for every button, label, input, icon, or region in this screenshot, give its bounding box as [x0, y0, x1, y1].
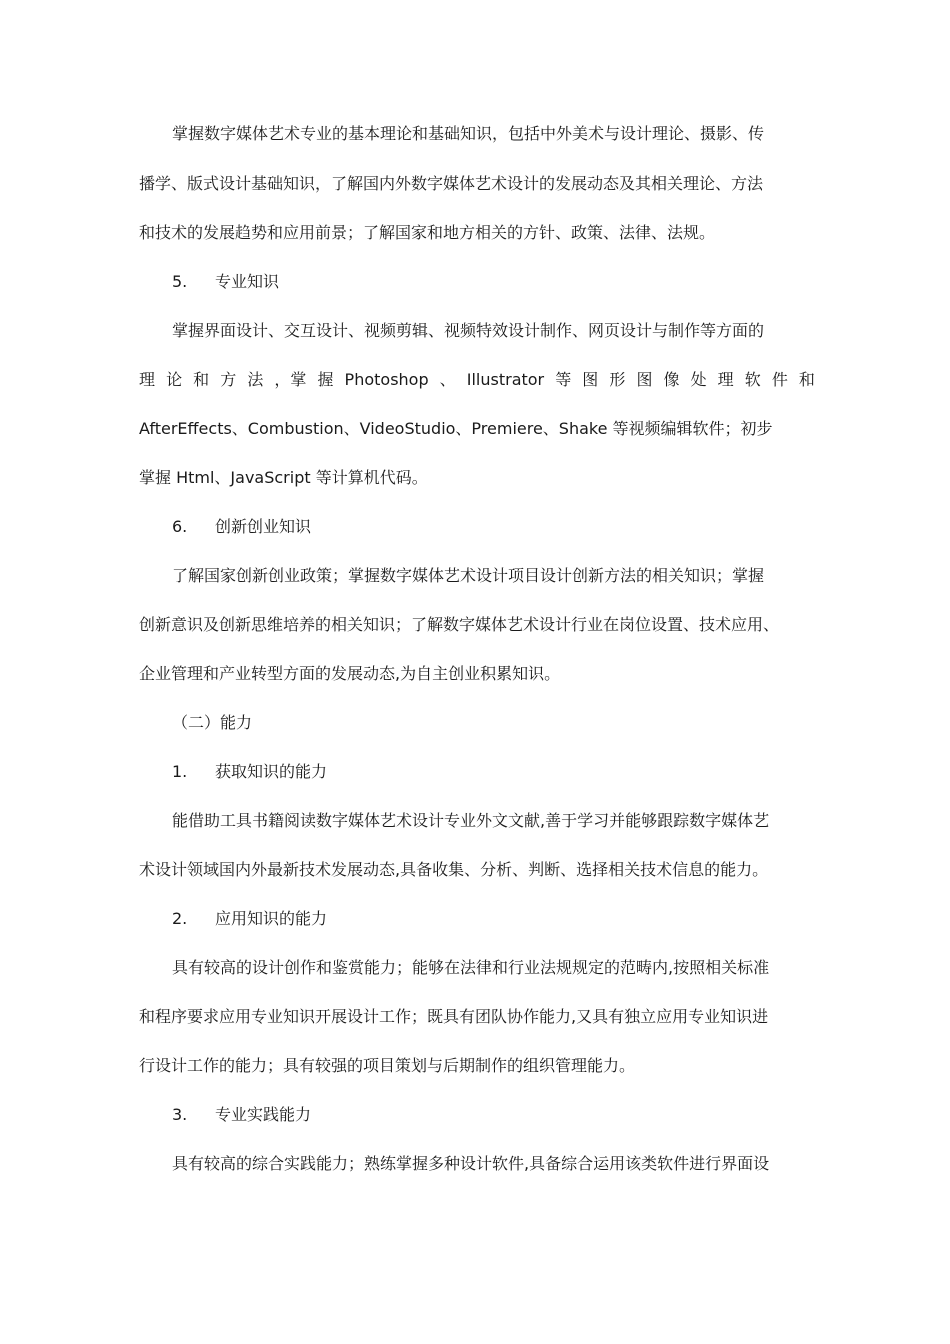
paragraph-line: 掌握 Html、JavaScript 等计算机代码。: [139, 468, 428, 487]
paragraph-line: 术设计领域国内外最新技术发展动态,具备收集、分析、判断、选择相关技术信息的能力。: [139, 860, 769, 879]
justified-token: 图: [582, 370, 599, 389]
paragraph-line: 能借助工具书籍阅读数字媒体艺术设计专业外文文献,善于学习并能够跟踪数字媒体艺: [172, 811, 770, 830]
heading-number: 1.: [172, 762, 188, 781]
justified-token: Illustrator: [466, 370, 545, 389]
paragraph-line: 了解国家创新创业政策；掌握数字媒体艺术设计项目设计创新方法的相关知识；掌握: [172, 566, 765, 585]
heading-5: [172, 272, 279, 292]
heading-3: [172, 1105, 311, 1125]
paragraph-line: 行设计工作的能力；具有较强的项目策划与后期制作的组织管理能力。: [139, 1056, 636, 1075]
paragraph-line: 具有较高的设计创作和鉴赏能力；能够在法律和行业法规规定的范畴内,按照相关标准: [172, 958, 770, 977]
paragraph-line: 和程序要求应用专业知识开展设计工作；既具有团队协作能力,又具有独立应用专业知识进: [139, 1007, 769, 1026]
paragraph-line: AfterEffects、Combustion、VideoStudio、Premiere、Shake 等视频编辑软件；初步: [139, 419, 773, 438]
justified-token: 方: [220, 370, 237, 389]
justified-token: 件: [771, 370, 788, 389]
heading-6: [172, 517, 311, 537]
justified-token: 和: [798, 370, 815, 389]
heading-number: 2.: [172, 909, 188, 928]
heading-title: 专业实践能力: [215, 1105, 312, 1124]
paragraph-line: 和技术的发展趋势和应用前景；了解国家和地方相关的方针、政策、法律、法规。: [139, 223, 716, 242]
heading-title: 获取知识的能力: [215, 762, 328, 781]
heading-title: 创新创业知识: [215, 517, 312, 536]
justified-token: 理: [717, 370, 734, 389]
paragraph-line: 具有较高的综合实践能力；熟练掌握多种设计软件,具备综合运用该类软件进行界面设: [172, 1154, 770, 1173]
heading-1: [172, 762, 327, 782]
heading-number: 5.: [172, 272, 188, 291]
justified-token: 握: [317, 370, 334, 389]
justified-token: 等: [555, 370, 572, 389]
paragraph-line: 企业管理和产业转型方面的发展动态,为自主创业积累知识。: [139, 664, 561, 683]
justified-token: ，掌: [274, 370, 307, 389]
justified-token: 理: [139, 370, 156, 389]
justified-token: Photoshop: [344, 370, 429, 389]
heading-number: 6.: [172, 517, 188, 536]
paragraph-line: 创新意识及创新思维培养的相关知识；了解数字媒体艺术设计行业在岗位设置、技术应用、: [139, 615, 780, 634]
paragraph-line-justified: [139, 370, 815, 390]
justified-token: 和: [193, 370, 210, 389]
section-heading: （二）能力: [172, 713, 253, 732]
justified-token: 形: [609, 370, 626, 389]
justified-token: 图: [636, 370, 653, 389]
heading-title: 专业知识: [215, 272, 280, 291]
justified-token: 像: [663, 370, 680, 389]
justified-token: 论: [166, 370, 183, 389]
heading-number: 3.: [172, 1105, 188, 1124]
justified-token: 法: [247, 370, 264, 389]
heading-2: [172, 909, 327, 929]
justified-token: 、: [439, 370, 456, 389]
justified-token: 处: [690, 370, 707, 389]
paragraph-line: 掌握数字媒体艺术专业的基本理论和基础知识，包括中外美术与设计理论、摄影、传: [172, 124, 765, 143]
justified-token: 软: [744, 370, 761, 389]
heading-title: 应用知识的能力: [215, 909, 328, 928]
paragraph-line: 播学、版式设计基础知识，了解国内外数字媒体艺术设计的发展动态及其相关理论、方法: [139, 174, 764, 193]
paragraph-line: 掌握界面设计、交互设计、视频剪辑、视频特效设计制作、网页设计与制作等方面的: [172, 321, 765, 340]
